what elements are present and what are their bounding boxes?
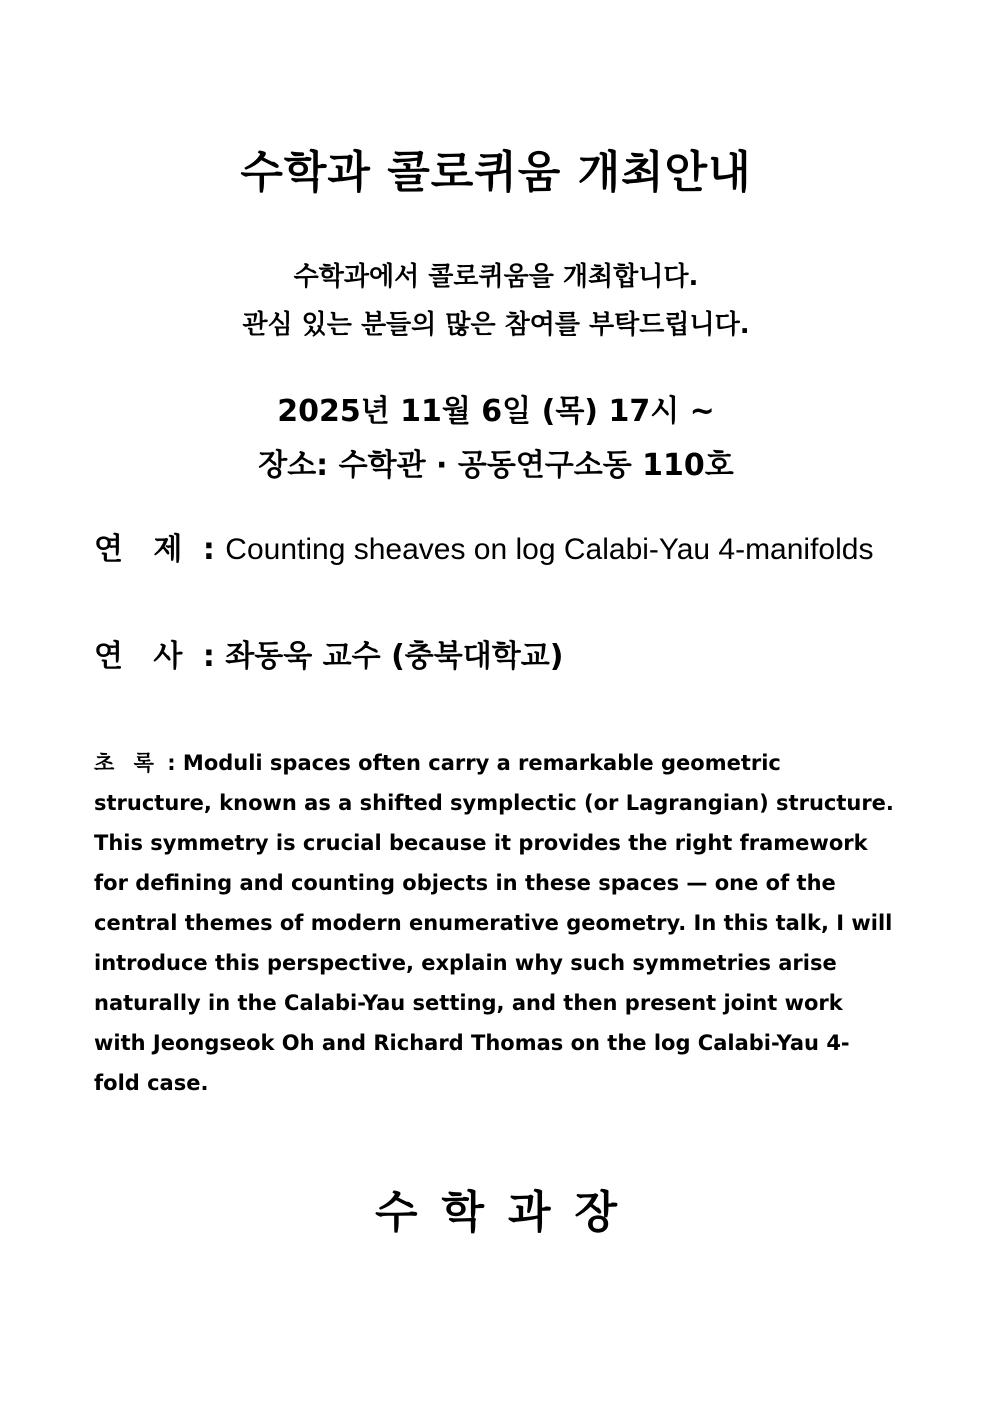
intro-line-1: 수학과에서 콜로퀴움을 개최합니다. [293, 262, 699, 292]
abstract [94, 743, 894, 1103]
intro-line-2: 관심 있는 분들의 많은 참여를 부탁드립니다. [242, 310, 750, 340]
event-info [0, 385, 992, 493]
abstract-separator: : [159, 751, 183, 775]
speaker-separator: : [192, 639, 226, 674]
abstract-text: Moduli spaces often carry a remarkable geometric structure, known as a shifted symplectic (or Lagrangian) structure. This symmetry is crucial because it provides the right framework for defining and counting objects in these spaces — one of the central themes of modern enumerative geometry. In this talk, I will introduce this perspective, explain why such symmetries arise naturally in the Calabi-Yau setting, and then present joint work with Jeongseok Oh and Richard Thomas on the log Calabi-Yau 4-fold case. [94, 751, 894, 1095]
event-location: 장소: 수학관 · 공동연구소동 110호 [258, 448, 734, 483]
abstract-label: 초 록 [94, 751, 160, 775]
speaker-label: 연 사 [94, 639, 193, 674]
speaker-row [94, 632, 563, 682]
event-datetime: 2025년 11월 6일 (목) 17시 ~ [277, 394, 715, 429]
topic-value: Counting sheaves on log Calabi-Yau 4-manifolds [225, 533, 874, 566]
topic-separator: : [192, 532, 226, 567]
footer-signature: 수학과장 [374, 1187, 641, 1238]
topic-row [94, 525, 873, 575]
topic-label: 연 제 [94, 532, 193, 567]
speaker-value: 좌동욱 교수 (충북대학교) [225, 639, 564, 674]
notice-title: 수학과 콜로퀴움 개최안내 [240, 147, 752, 198]
intro-text [0, 253, 992, 349]
